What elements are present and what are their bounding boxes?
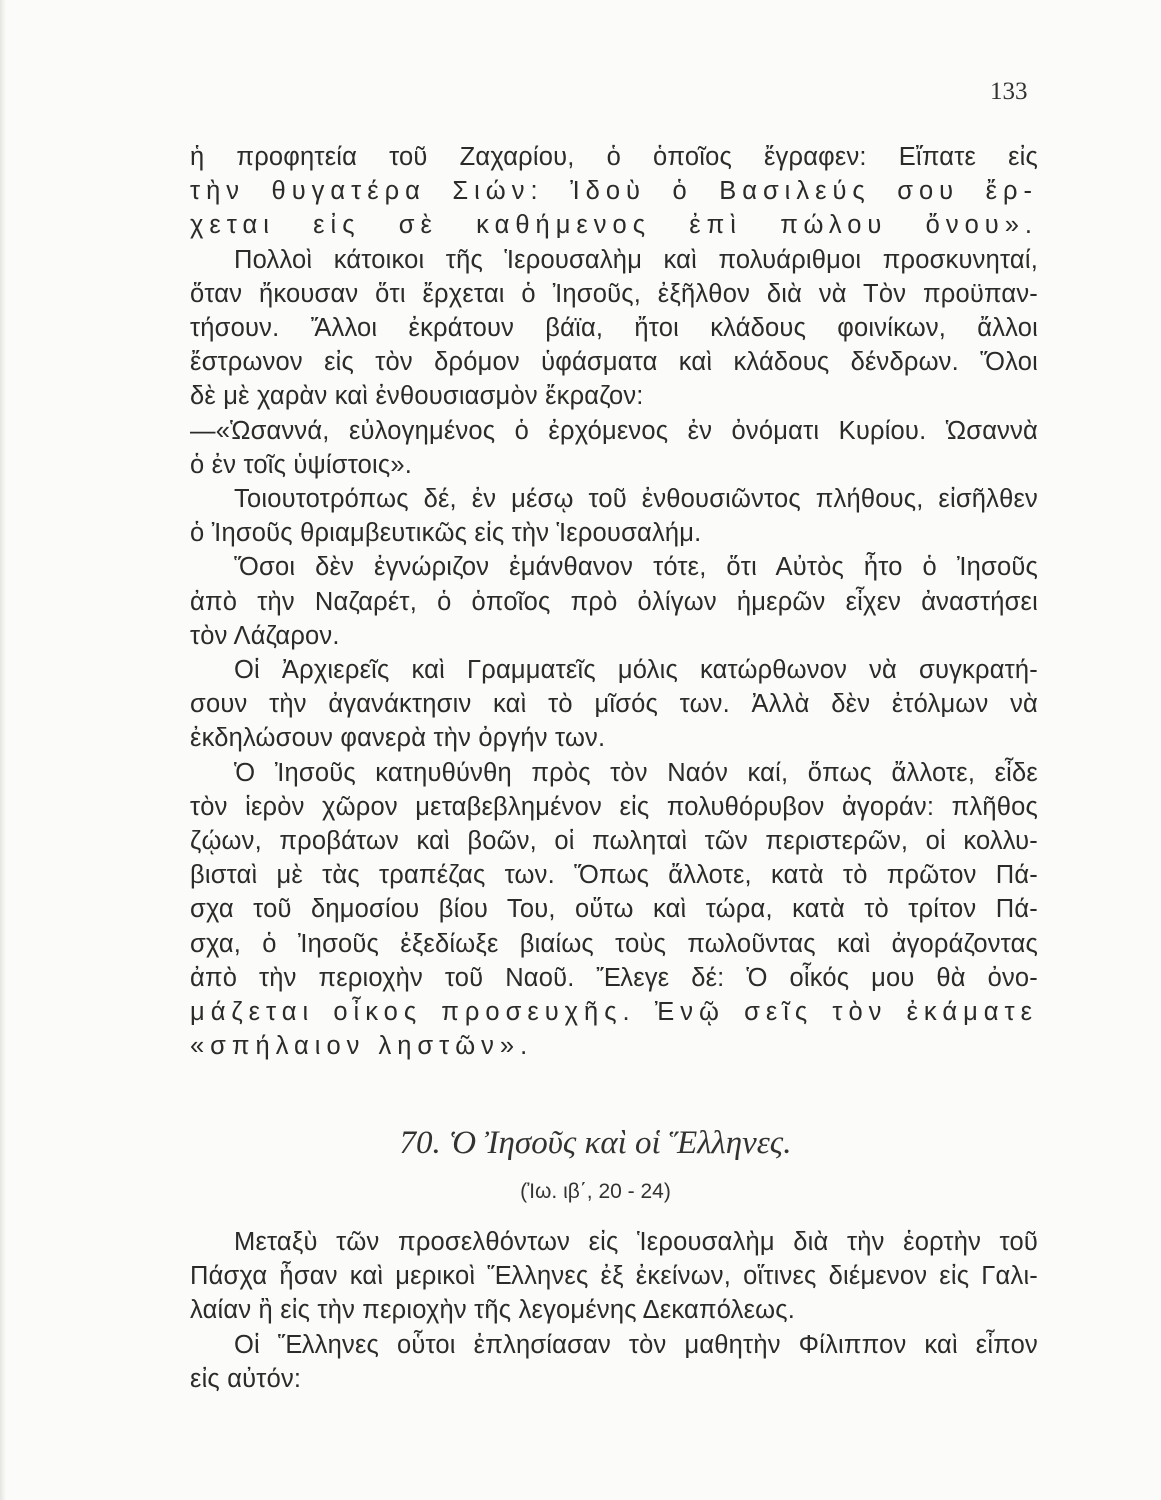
text-line: Πάσχα ἦσαν καὶ μερικοὶ Ἕλληνες ἐξ ἐκείνων, οἵτινες διέμενον εἰς Γαλι- — [190, 1262, 1038, 1291]
page-edge-shadow — [0, 0, 6, 1500]
text-line: ζῴων, προβάτων καὶ βοῶν, οἱ πωληταὶ τῶν περιστερῶν, οἱ κολλυ- — [190, 827, 1038, 856]
text-line: —«Ὡσαννά, εὐλογημένος ὁ ἐρχόμενος ἐν ὀνόματι Κυρίου. Ὡσαννὰ — [190, 416, 1038, 445]
text-line: βισταὶ μὲ τὰς τραπέζας των. Ὅπως ἄλλοτε, κατὰ τὸ πρῶτον Πά- — [190, 861, 1038, 890]
text-line: τὸν ἱερὸν χῶρον μεταβεβλημένον εἰς πολυθόρυβον ἀγοράν: πλῆθος — [190, 792, 1038, 821]
text-line: «σπήλαιον ληστῶν». — [190, 1032, 534, 1061]
text-line: τήσουν. Ἄλλοι ἐκράτουν βάϊα, ἤτοι κλάδους φοινίκων, ἄλλοι — [190, 314, 1038, 343]
text-line: ὁ ἐν τοῖς ὑψίστοις». — [190, 450, 413, 479]
text-line: ὅταν ἤκουσαν ὅτι ἔρχεται ὁ Ἰησοῦς, ἐξῆλθον διὰ νὰ Τὸν προϋπαν- — [190, 279, 1038, 308]
text-line: εἰς αὐτόν: — [190, 1364, 302, 1393]
text-line: Τοιουτοτρόπως δέ, ἐν μέσῳ τοῦ ἐνθουσιῶντος πλήθους, εἰσῆλθεν — [234, 485, 1038, 514]
text-line: δὲ μὲ χαρὰν καὶ ἐνθουσιασμὸν ἔκραζον: — [190, 382, 644, 411]
text-line: Οἱ Ἀρχιερεῖς καὶ Γραμματεῖς μόλις κατώρθωνον νὰ συγκρατή- — [234, 656, 1038, 685]
text-line: τὴν θυγατέρα Σιών: Ἰδοὺ ὁ Βασιλεύς σου ἔρ- — [190, 177, 1038, 206]
text-line: Οἱ Ἕλληνες οὗτοι ἐπλησίασαν τὸν μαθητὴν Φίλιππον καὶ εἶπον — [234, 1330, 1038, 1359]
text-line: ἀπὸ τὴν Ναζαρέτ, ὁ ὁποῖος πρὸ ὀλίγων ἡμερῶν εἶχεν ἀναστήσει — [190, 587, 1038, 616]
body-text-block-2 — [190, 1225, 1038, 1396]
section-title: 70. Ὁ Ἰησοῦς καὶ οἱ Ἕλληνες. — [399, 1125, 792, 1161]
text-line: ἔστρωνον εἰς τὸν δρόμον ὑφάσματα καὶ κλάδους δένδρων. Ὅλοι — [190, 348, 1038, 377]
text-line: ὁ Ἰησοῦς θριαμβευτικῶς εἰς τὴν Ἱερουσαλήμ. — [190, 519, 702, 548]
text-line: σχα τοῦ δημοσίου βίου Του, οὕτω καὶ τώρα, κατὰ τὸ τρίτον Πά- — [190, 895, 1038, 924]
text-line: τὸν Λάζαρον. — [190, 621, 340, 650]
body-text-block-1 — [190, 140, 1038, 1063]
page-number: 133 — [990, 78, 1028, 105]
text-line: Ὅσοι δὲν ἐγνώριζον ἐμάνθανον τότε, ὅτι Αὐτὸς ἦτο ὁ Ἰησοῦς — [234, 553, 1038, 582]
text-line: Μεταξὺ τῶν προσελθόντων εἰς Ἱερουσαλὴμ διὰ τὴν ἑορτὴν τοῦ — [234, 1228, 1038, 1256]
text-line: χεται εἰς σὲ καθήμενος ἐπὶ πώλου ὄνου». — [190, 211, 1038, 240]
text-line: μάζεται οἶκος προσευχῆς. Ἐνῷ σεῖς τὸν ἐκάματε — [190, 998, 1038, 1027]
section-reference: (Ἰω. ιβ΄, 20 - 24) — [520, 1180, 671, 1203]
text-line: ἀπὸ τὴν περιοχὴν τοῦ Ναοῦ. Ἔλεγε δέ: Ὁ οἶκός μου θὰ ὀνο- — [190, 963, 1038, 992]
text-line: σχα, ὁ Ἰησοῦς ἐξεδίωξε βιαίως τοὺς πωλοῦντας καὶ ἀγοράζοντας — [190, 929, 1038, 958]
text-line: Πολλοὶ κάτοικοι τῆς Ἱερουσαλὴμ καὶ πολυάριθμοι προσκυνηταί, — [234, 245, 1038, 274]
text-line: λαίαν ἢ εἰς τὴν περιοχὴν τῆς λεγομένης Δεκαπόλεως. — [190, 1296, 796, 1325]
text-line: ἡ προφητεία τοῦ Ζαχαρίου, ὁ ὁποῖος ἔγραφεν: Εἴπατε εἰς — [190, 143, 1038, 171]
text-line: ἐκδηλώσουν φανερὰ τὴν ὀργήν των. — [190, 724, 606, 753]
text-line: σουν τὴν ἀγανάκτησιν καὶ τὸ μῖσός των. Ἀλλὰ δὲν ἐτόλμων νὰ — [190, 690, 1038, 719]
text-line: Ὁ Ἰησοῦς κατηυθύνθη πρὸς τὸν Ναόν καί, ὅπως ἄλλοτε, εἶδε — [234, 758, 1038, 787]
